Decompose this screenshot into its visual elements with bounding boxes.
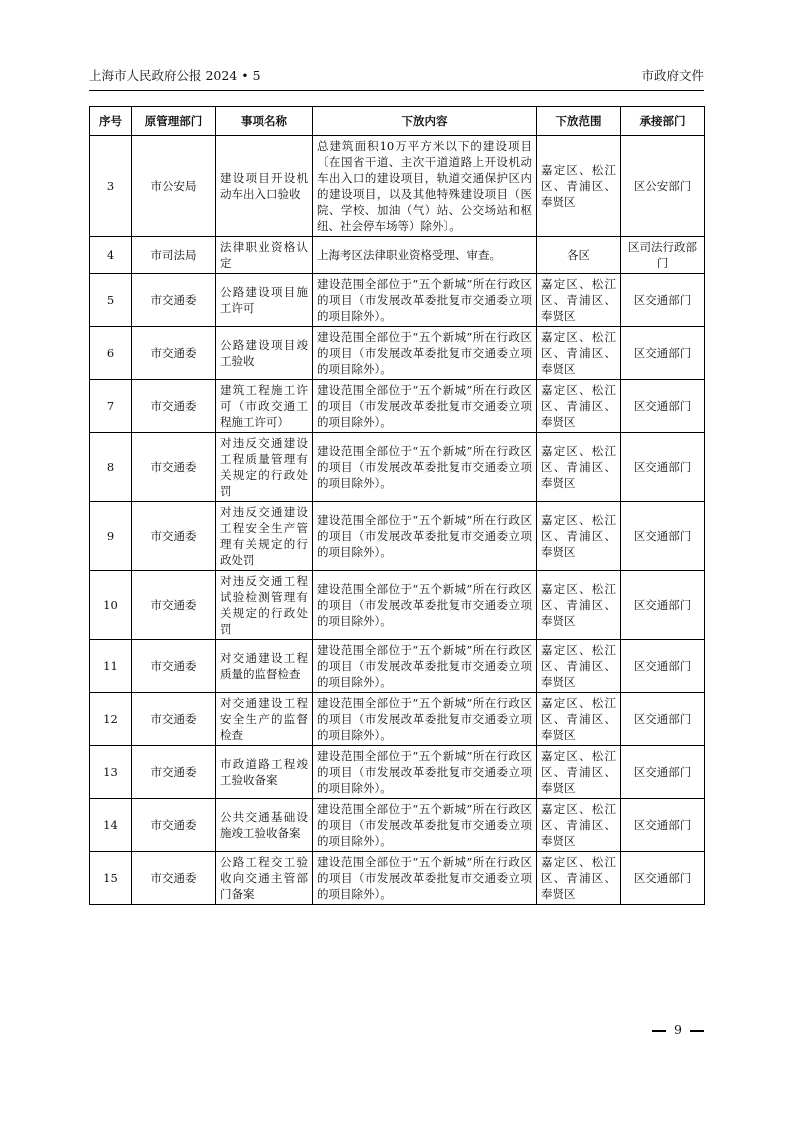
delegation-scope: 嘉定区、松江区、青浦区、奉贤区 [537,380,621,433]
delegated-content: 建设范围全部位于“五个新城”所在行政区的项目（市发展改革委批复市交通委立项的项目除外）。 [313,433,537,502]
delegation-scope: 嘉定区、松江区、青浦区、奉贤区 [537,274,621,327]
row-number: 4 [90,237,132,274]
receiving-department: 区交通部门 [621,571,705,640]
table-row [90,746,705,799]
section-title: 市政府文件 [641,68,704,83]
original-department: 市司法局 [132,237,216,274]
row-number: 10 [90,571,132,640]
delegation-scope: 嘉定区、松江区、青浦区、奉贤区 [537,852,621,905]
item-name: 建设项目开设机动车出入口验收 [216,136,313,237]
item-name: 法律职业资格认定 [216,237,313,274]
receiving-department: 区交通部门 [621,327,705,380]
footer-dash-left [652,1030,666,1032]
item-name: 市政道路工程竣工验收备案 [216,746,313,799]
table-row [90,799,705,852]
receiving-department: 区交通部门 [621,852,705,905]
delegation-table [89,106,705,905]
original-department: 市公安局 [132,136,216,237]
receiving-department: 区交通部门 [621,799,705,852]
table-row [90,502,705,571]
delegated-content: 建设范围全部位于“五个新城”所在行政区的项目（市发展改革委批复市交通委立项的项目除外）。 [313,852,537,905]
row-number: 12 [90,693,132,746]
column-header-receiver: 承接部门 [621,107,705,136]
receiving-department: 区交通部门 [621,693,705,746]
delegation-scope: 嘉定区、松江区、青浦区、奉贤区 [537,502,621,571]
delegation-scope: 嘉定区、松江区、青浦区、奉贤区 [537,433,621,502]
receiving-department: 区交通部门 [621,502,705,571]
delegation-scope: 嘉定区、松江区、青浦区、奉贤区 [537,136,621,237]
table-row [90,571,705,640]
original-department: 市交通委 [132,502,216,571]
table-row [90,327,705,380]
delegated-content: 建设范围全部位于“五个新城”所在行政区的项目（市发展改革委批复市交通委立项的项目除外）。 [313,274,537,327]
original-department: 市交通委 [132,640,216,693]
item-name: 建筑工程施工许可（市政交通工程施工许可） [216,380,313,433]
row-number: 8 [90,433,132,502]
delegated-content: 建设范围全部位于“五个新城”所在行政区的项目（市发展改革委批复市交通委立项的项目除外）。 [313,380,537,433]
receiving-department: 区交通部门 [621,640,705,693]
receiving-department: 区交通部门 [621,380,705,433]
column-header-dept: 原管理部门 [132,107,216,136]
original-department: 市交通委 [132,433,216,502]
item-name: 对违反交通建设工程安全生产管理有关规定的行政处罚 [216,502,313,571]
delegated-content: 建设范围全部位于“五个新城”所在行政区的项目（市发展改革委批复市交通委立项的项目除外）。 [313,571,537,640]
table-row [90,852,705,905]
table-row [90,433,705,502]
original-department: 市交通委 [132,380,216,433]
row-number: 14 [90,799,132,852]
original-department: 市交通委 [132,799,216,852]
table-row [90,136,705,237]
table-row [90,237,705,274]
row-number: 5 [90,274,132,327]
table-row [90,640,705,693]
receiving-department: 区公安部门 [621,136,705,237]
delegated-content: 总建筑面积10万平方米以下的建设项目〔在国省干道、主次干道道路上开设机动车出入口的建设项目，轨道交通保护区内的建设项目，以及其他特殊建设项目（医院、学校、加油（气）站、公交场站和枢纽、社会停车场等）除外〕。 [313,136,537,237]
item-name: 公共交通基础设施竣工验收备案 [216,799,313,852]
item-name: 对违反交通建设工程质量管理有关规定的行政处罚 [216,433,313,502]
receiving-department: 区交通部门 [621,274,705,327]
item-name: 对违反交通工程试验检测管理有关规定的行政处罚 [216,571,313,640]
item-name: 对交通建设工程质量的监督检查 [216,640,313,693]
delegation-scope: 嘉定区、松江区、青浦区、奉贤区 [537,640,621,693]
delegation-scope: 嘉定区、松江区、青浦区、奉贤区 [537,571,621,640]
delegated-content: 建设范围全部位于“五个新城”所在行政区的项目（市发展改革委批复市交通委立项的项目除外）。 [313,327,537,380]
original-department: 市交通委 [132,327,216,380]
row-number: 11 [90,640,132,693]
delegated-content: 建设范围全部位于“五个新城”所在行政区的项目（市发展改革委批复市交通委立项的项目除外）。 [313,799,537,852]
page-footer [652,1022,704,1038]
row-number: 6 [90,327,132,380]
delegated-content: 建设范围全部位于“五个新城”所在行政区的项目（市发展改革委批复市交通委立项的项目除外）。 [313,640,537,693]
item-name: 公路建设项目施工许可 [216,274,313,327]
original-department: 市交通委 [132,746,216,799]
delegation-scope: 各区 [537,237,621,274]
delegated-content: 建设范围全部位于“五个新城”所在行政区的项目（市发展改革委批复市交通委立项的项目除外）。 [313,502,537,571]
delegated-content: 上海考区法律职业资格受理、审查。 [313,237,537,274]
table-header-row [90,107,705,136]
original-department: 市交通委 [132,852,216,905]
delegation-scope: 嘉定区、松江区、青浦区、奉贤区 [537,799,621,852]
table-row [90,380,705,433]
delegated-content: 建设范围全部位于“五个新城”所在行政区的项目（市发展改革委批复市交通委立项的项目除外）。 [313,693,537,746]
column-header-scope: 下放范围 [537,107,621,136]
row-number: 7 [90,380,132,433]
delegated-content: 建设范围全部位于“五个新城”所在行政区的项目（市发展改革委批复市交通委立项的项目除外）。 [313,746,537,799]
original-department: 市交通委 [132,274,216,327]
column-header-item: 事项名称 [216,107,313,136]
row-number: 9 [90,502,132,571]
original-department: 市交通委 [132,693,216,746]
delegation-scope: 嘉定区、松江区、青浦区、奉贤区 [537,693,621,746]
receiving-department: 区交通部门 [621,746,705,799]
footer-dash-right [690,1030,704,1032]
item-name: 公路建设项目竣工验收 [216,327,313,380]
column-header-content: 下放内容 [313,107,537,136]
original-department: 市交通委 [132,571,216,640]
row-number: 3 [90,136,132,237]
table-row [90,274,705,327]
row-number: 13 [90,746,132,799]
item-name: 公路工程交工验收向交通主管部门备案 [216,852,313,905]
header-rule [89,90,704,91]
row-number: 15 [90,852,132,905]
table-row [90,693,705,746]
receiving-department: 区交通部门 [621,433,705,502]
column-header-no: 序号 [90,107,132,136]
publication-title: 上海市人民政府公报 2024 • 5 [89,68,261,83]
page-number: 9 [674,1022,682,1037]
item-name: 对交通建设工程安全生产的监督检查 [216,693,313,746]
delegation-scope: 嘉定区、松江区、青浦区、奉贤区 [537,327,621,380]
delegation-scope: 嘉定区、松江区、青浦区、奉贤区 [537,746,621,799]
page-header [89,66,704,86]
receiving-department: 区司法行政部门 [621,237,705,274]
